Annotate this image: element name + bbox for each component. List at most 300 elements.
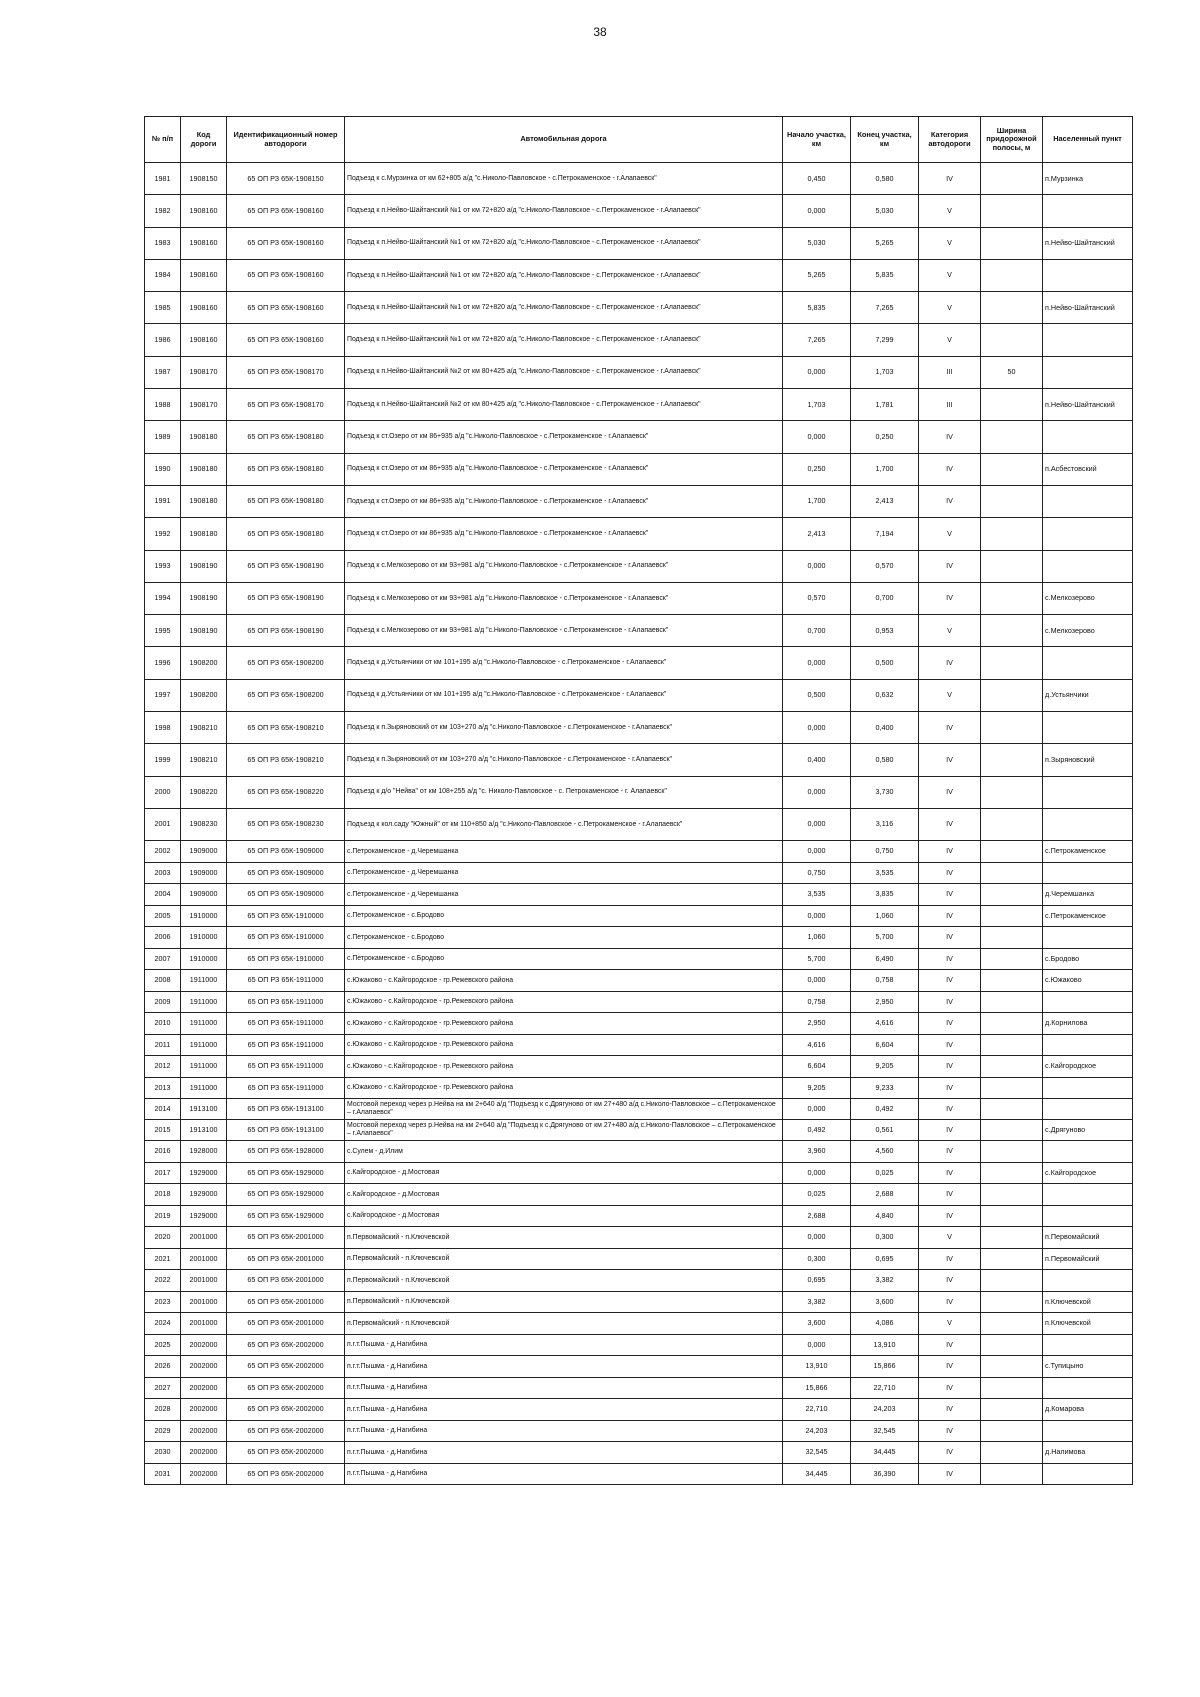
cell-settlement: п.Первомайский <box>1043 1248 1133 1270</box>
cell-road-code: 1908190 <box>181 550 227 582</box>
cell-roadside-width <box>981 679 1043 711</box>
cell-road-id: 65 ОП РЗ 65К-1908160 <box>227 227 345 259</box>
cell-start-km: 24,203 <box>783 1420 851 1442</box>
cell-road-code: 1908160 <box>181 195 227 227</box>
cell-start-km: 9,205 <box>783 1077 851 1099</box>
cell-road-name: Подъезд к ст.Озеро от км 86+935 а/д "с.Николо-Павловское - с.Петрокаменское - г.Алапаевск" <box>345 421 783 453</box>
cell-road-id: 65 ОП РЗ 65К-1929000 <box>227 1162 345 1184</box>
cell-end-km: 32,545 <box>851 1420 919 1442</box>
cell-row-number: 2031 <box>145 1463 181 1485</box>
cell-settlement: с.Мелкозерово <box>1043 615 1133 647</box>
cell-road-code: 1909000 <box>181 841 227 863</box>
cell-road-id: 65 ОП РЗ 65К-1908200 <box>227 647 345 679</box>
page-number: 38 <box>593 25 607 39</box>
cell-roadside-width <box>981 712 1043 744</box>
cell-road-id: 65 ОП РЗ 65К-1909000 <box>227 862 345 884</box>
cell-road-name: Подъезд к п.Нейво-Шайтанский №2 от км 80+425 а/д "с.Николо-Павловское - с.Петрокаменское - г.Алапаевск" <box>345 356 783 388</box>
cell-start-km: 0,300 <box>783 1248 851 1270</box>
cell-row-number: 1993 <box>145 550 181 582</box>
cell-road-code: 1908190 <box>181 615 227 647</box>
cell-settlement <box>1043 808 1133 840</box>
cell-road-code: 2002000 <box>181 1420 227 1442</box>
cell-road-id: 65 ОП РЗ 65К-1909000 <box>227 841 345 863</box>
cell-end-km: 0,580 <box>851 163 919 195</box>
cell-roadside-width <box>981 324 1043 356</box>
cell-settlement: п.Мурзинка <box>1043 163 1133 195</box>
cell-category: IV <box>919 1184 981 1206</box>
cell-road-id: 65 ОП РЗ 65К-1910000 <box>227 948 345 970</box>
cell-row-number: 2002 <box>145 841 181 863</box>
cell-roadside-width <box>981 1442 1043 1464</box>
cell-start-km: 0,000 <box>783 421 851 453</box>
cell-category: IV <box>919 1205 981 1227</box>
cell-category: IV <box>919 1420 981 1442</box>
cell-road-name: с.Южаково - с.Кайгородское - гр.Режевского района <box>345 1034 783 1056</box>
cell-road-code: 1908160 <box>181 324 227 356</box>
table-row <box>145 744 1133 776</box>
cell-settlement <box>1043 1420 1133 1442</box>
cell-road-id: 65 ОП РЗ 65К-2001000 <box>227 1313 345 1335</box>
cell-roadside-width <box>981 550 1043 582</box>
cell-road-code: 1908200 <box>181 679 227 711</box>
cell-start-km: 2,413 <box>783 518 851 550</box>
cell-road-id: 65 ОП РЗ 65К-2002000 <box>227 1334 345 1356</box>
header-roadside-width: Ширина придорожной полосы, м <box>981 117 1043 163</box>
cell-settlement: д.Устьянчики <box>1043 679 1133 711</box>
table-row <box>145 841 1133 863</box>
cell-settlement <box>1043 195 1133 227</box>
cell-settlement: с.Южаково <box>1043 970 1133 992</box>
cell-road-id: 65 ОП РЗ 65К-2002000 <box>227 1377 345 1399</box>
cell-roadside-width <box>981 970 1043 992</box>
cell-end-km: 7,265 <box>851 292 919 324</box>
cell-settlement: п.Первомайский <box>1043 1227 1133 1249</box>
cell-category: IV <box>919 991 981 1013</box>
cell-road-id: 65 ОП РЗ 65К-2002000 <box>227 1420 345 1442</box>
cell-road-id: 65 ОП РЗ 65К-2002000 <box>227 1356 345 1378</box>
cell-row-number: 1981 <box>145 163 181 195</box>
cell-category: IV <box>919 485 981 517</box>
cell-road-code: 2002000 <box>181 1377 227 1399</box>
cell-settlement: п.Ключевской <box>1043 1291 1133 1313</box>
table-row <box>145 485 1133 517</box>
cell-category: III <box>919 356 981 388</box>
cell-row-number: 2001 <box>145 808 181 840</box>
cell-road-id: 65 ОП РЗ 65К-1908150 <box>227 163 345 195</box>
table-row <box>145 1356 1133 1378</box>
table-row <box>145 679 1133 711</box>
table-row <box>145 1141 1133 1163</box>
cell-road-code: 1908180 <box>181 518 227 550</box>
cell-road-name: Подъезд к п.Зыряновский от км 103+270 а/д "с.Николо-Павловское - с.Петрокаменское - г.Алапаевск" <box>345 712 783 744</box>
cell-road-id: 65 ОП РЗ 65К-1908160 <box>227 259 345 291</box>
cell-end-km: 0,580 <box>851 744 919 776</box>
cell-settlement: с.Кайгородское <box>1043 1162 1133 1184</box>
cell-start-km: 0,492 <box>783 1120 851 1141</box>
cell-road-code: 1911000 <box>181 1077 227 1099</box>
cell-start-km: 5,700 <box>783 948 851 970</box>
cell-road-name: с.Петрокаменское - с.Бродово <box>345 927 783 949</box>
cell-start-km: 0,000 <box>783 1099 851 1120</box>
cell-end-km: 5,265 <box>851 227 919 259</box>
cell-row-number: 2023 <box>145 1291 181 1313</box>
cell-settlement <box>1043 1377 1133 1399</box>
cell-road-id: 65 ОП РЗ 65К-1929000 <box>227 1205 345 1227</box>
cell-row-number: 2024 <box>145 1313 181 1335</box>
cell-roadside-width <box>981 1356 1043 1378</box>
cell-road-id: 65 ОП РЗ 65К-2002000 <box>227 1442 345 1464</box>
cell-category: IV <box>919 550 981 582</box>
cell-category: IV <box>919 647 981 679</box>
cell-road-name: п.г.т.Пышма - д.Нагибина <box>345 1399 783 1421</box>
cell-road-id: 65 ОП РЗ 65К-2001000 <box>227 1270 345 1292</box>
cell-settlement: с.Петрокаменское <box>1043 841 1133 863</box>
cell-end-km: 3,730 <box>851 776 919 808</box>
cell-end-km: 5,700 <box>851 927 919 949</box>
cell-settlement <box>1043 550 1133 582</box>
cell-end-km: 0,025 <box>851 1162 919 1184</box>
cell-roadside-width <box>981 292 1043 324</box>
cell-row-number: 1984 <box>145 259 181 291</box>
table-row <box>145 227 1133 259</box>
table-row <box>145 712 1133 744</box>
cell-row-number: 2009 <box>145 991 181 1013</box>
cell-roadside-width <box>981 1291 1043 1313</box>
cell-roadside-width <box>981 389 1043 421</box>
cell-settlement <box>1043 776 1133 808</box>
table-row <box>145 421 1133 453</box>
cell-start-km: 22,710 <box>783 1399 851 1421</box>
cell-category: IV <box>919 1034 981 1056</box>
table-row <box>145 991 1133 1013</box>
cell-road-code: 1908180 <box>181 421 227 453</box>
cell-road-name: Подъезд к с.Мелкозерово от км 93+981 а/д "с.Николо-Павловское - с.Петрокаменское - г.Алапаевск" <box>345 615 783 647</box>
cell-category: IV <box>919 1377 981 1399</box>
cell-settlement <box>1043 259 1133 291</box>
cell-road-id: 65 ОП РЗ 65К-1908180 <box>227 518 345 550</box>
cell-settlement: с.Тупицыно <box>1043 1356 1133 1378</box>
cell-road-name: с.Южаково - с.Кайгородское - гр.Режевского района <box>345 991 783 1013</box>
cell-road-code: 1908200 <box>181 647 227 679</box>
cell-start-km: 0,400 <box>783 744 851 776</box>
cell-settlement: д.Налимова <box>1043 1442 1133 1464</box>
cell-end-km: 0,250 <box>851 421 919 453</box>
cell-row-number: 1998 <box>145 712 181 744</box>
table-row <box>145 1227 1133 1249</box>
cell-roadside-width <box>981 259 1043 291</box>
table-row <box>145 1291 1133 1313</box>
cell-roadside-width <box>981 1099 1043 1120</box>
cell-category: V <box>919 324 981 356</box>
cell-row-number: 2016 <box>145 1141 181 1163</box>
cell-road-code: 1911000 <box>181 1056 227 1078</box>
cell-roadside-width <box>981 1034 1043 1056</box>
cell-category: IV <box>919 1120 981 1141</box>
cell-end-km: 6,490 <box>851 948 919 970</box>
cell-road-code: 1911000 <box>181 1034 227 1056</box>
cell-roadside-width <box>981 1248 1043 1270</box>
cell-road-name: Подъезд к д/о "Нейва" от км 108+255 а/д "с. Николо-Павловское - с. Петрокаменское - г. Алапаевск" <box>345 776 783 808</box>
cell-end-km: 34,445 <box>851 1442 919 1464</box>
table-row <box>145 453 1133 485</box>
cell-roadside-width <box>981 776 1043 808</box>
cell-settlement: п.Нейво-Шайтанский <box>1043 389 1133 421</box>
cell-roadside-width <box>981 195 1043 227</box>
cell-road-name: Подъезд к с.Мелкозерово от км 93+981 а/д "с.Николо-Павловское - с.Петрокаменское - г.Алапаевск" <box>345 582 783 614</box>
cell-road-name: п.Первомайский - п.Ключевской <box>345 1227 783 1249</box>
cell-roadside-width <box>981 1141 1043 1163</box>
cell-settlement <box>1043 1334 1133 1356</box>
cell-end-km: 9,233 <box>851 1077 919 1099</box>
cell-category: IV <box>919 1248 981 1270</box>
cell-road-name: Подъезд к с.Мелкозерово от км 93+981 а/д "с.Николо-Павловское - с.Петрокаменское - г.Алапаевск" <box>345 550 783 582</box>
cell-end-km: 24,203 <box>851 1399 919 1421</box>
cell-start-km: 0,000 <box>783 970 851 992</box>
cell-road-id: 65 ОП РЗ 65К-1908200 <box>227 679 345 711</box>
cell-road-name: с.Южаково - с.Кайгородское - гр.Режевского района <box>345 970 783 992</box>
cell-settlement <box>1043 1077 1133 1099</box>
cell-road-name: п.г.т.Пышма - д.Нагибина <box>345 1442 783 1464</box>
cell-roadside-width <box>981 841 1043 863</box>
cell-road-name: Подъезд к ст.Озеро от км 86+935 а/д "с.Николо-Павловское - с.Петрокаменское - г.Алапаевск" <box>345 453 783 485</box>
cell-start-km: 3,600 <box>783 1313 851 1335</box>
cell-roadside-width <box>981 163 1043 195</box>
cell-road-name: с.Кайгородское - д.Мостовая <box>345 1184 783 1206</box>
table-row <box>145 1099 1133 1120</box>
cell-category: IV <box>919 1291 981 1313</box>
cell-settlement: с.Мелкозерово <box>1043 582 1133 614</box>
table-row <box>145 1270 1133 1292</box>
cell-road-id: 65 ОП РЗ 65К-1910000 <box>227 927 345 949</box>
cell-category: V <box>919 292 981 324</box>
cell-row-number: 1995 <box>145 615 181 647</box>
cell-road-id: 65 ОП РЗ 65К-1908230 <box>227 808 345 840</box>
cell-road-code: 1908150 <box>181 163 227 195</box>
cell-start-km: 0,450 <box>783 163 851 195</box>
table-row <box>145 324 1133 356</box>
cell-category: IV <box>919 1442 981 1464</box>
roads-table <box>144 116 1133 1485</box>
cell-settlement <box>1043 1034 1133 1056</box>
cell-roadside-width <box>981 1013 1043 1035</box>
cell-start-km: 6,604 <box>783 1056 851 1078</box>
cell-end-km: 2,413 <box>851 485 919 517</box>
cell-settlement <box>1043 927 1133 949</box>
header-settlement: Населенный пункт <box>1043 117 1133 163</box>
cell-start-km: 13,910 <box>783 1356 851 1378</box>
header-road-id: Идентификационный номер автодороги <box>227 117 345 163</box>
cell-category: V <box>919 679 981 711</box>
cell-road-id: 65 ОП РЗ 65К-1911000 <box>227 1077 345 1099</box>
cell-start-km: 0,695 <box>783 1270 851 1292</box>
cell-road-code: 1909000 <box>181 862 227 884</box>
header-row-number: № п/п <box>145 117 181 163</box>
cell-end-km: 0,570 <box>851 550 919 582</box>
table-row <box>145 518 1133 550</box>
cell-row-number: 2003 <box>145 862 181 884</box>
cell-end-km: 4,086 <box>851 1313 919 1335</box>
table-row <box>145 1184 1133 1206</box>
cell-road-id: 65 ОП РЗ 65К-1911000 <box>227 1056 345 1078</box>
cell-row-number: 1987 <box>145 356 181 388</box>
cell-row-number: 1999 <box>145 744 181 776</box>
cell-road-code: 1910000 <box>181 905 227 927</box>
cell-road-id: 65 ОП РЗ 65К-2001000 <box>227 1248 345 1270</box>
cell-start-km: 1,703 <box>783 389 851 421</box>
cell-settlement: с.Дрягуново <box>1043 1120 1133 1141</box>
cell-row-number: 2025 <box>145 1334 181 1356</box>
cell-end-km: 0,632 <box>851 679 919 711</box>
cell-start-km: 3,960 <box>783 1141 851 1163</box>
cell-start-km: 3,382 <box>783 1291 851 1313</box>
cell-end-km: 5,835 <box>851 259 919 291</box>
cell-road-name: с.Южаково - с.Кайгородское - гр.Режевского района <box>345 1013 783 1035</box>
cell-start-km: 0,000 <box>783 905 851 927</box>
cell-settlement <box>1043 1099 1133 1120</box>
cell-start-km: 0,750 <box>783 862 851 884</box>
cell-category: IV <box>919 776 981 808</box>
cell-road-code: 1908180 <box>181 453 227 485</box>
table-row <box>145 1077 1133 1099</box>
cell-settlement: д.Корнилова <box>1043 1013 1133 1035</box>
cell-row-number: 1983 <box>145 227 181 259</box>
cell-start-km: 0,000 <box>783 1227 851 1249</box>
cell-road-code: 2002000 <box>181 1334 227 1356</box>
cell-road-name: с.Южаково - с.Кайгородское - гр.Режевского района <box>345 1056 783 1078</box>
cell-settlement <box>1043 1463 1133 1485</box>
cell-roadside-width <box>981 927 1043 949</box>
cell-start-km: 0,000 <box>783 1162 851 1184</box>
cell-category: IV <box>919 582 981 614</box>
cell-end-km: 1,700 <box>851 453 919 485</box>
cell-end-km: 1,703 <box>851 356 919 388</box>
cell-row-number: 1986 <box>145 324 181 356</box>
cell-category: IV <box>919 1356 981 1378</box>
cell-road-name: с.Сулем - д.Илим <box>345 1141 783 1163</box>
cell-start-km: 1,700 <box>783 485 851 517</box>
table-row <box>145 862 1133 884</box>
header-start-km: Начало участка, км <box>783 117 851 163</box>
cell-road-code: 1913100 <box>181 1099 227 1120</box>
cell-start-km: 5,030 <box>783 227 851 259</box>
cell-road-code: 1908180 <box>181 485 227 517</box>
cell-category: IV <box>919 1270 981 1292</box>
cell-roadside-width <box>981 227 1043 259</box>
cell-row-number: 2007 <box>145 948 181 970</box>
cell-road-id: 65 ОП РЗ 65К-1908190 <box>227 615 345 647</box>
cell-start-km: 1,060 <box>783 927 851 949</box>
cell-roadside-width <box>981 582 1043 614</box>
cell-road-id: 65 ОП РЗ 65К-1911000 <box>227 970 345 992</box>
cell-road-name: Подъезд к п.Нейво-Шайтанский №1 от км 72+820 а/д "с.Николо-Павловское - с.Петрокаменское - г.Алапаевск" <box>345 292 783 324</box>
table-row <box>145 884 1133 906</box>
cell-road-id: 65 ОП РЗ 65К-1908170 <box>227 389 345 421</box>
cell-row-number: 1990 <box>145 453 181 485</box>
cell-roadside-width <box>981 1184 1043 1206</box>
cell-row-number: 2013 <box>145 1077 181 1099</box>
cell-end-km: 2,688 <box>851 1184 919 1206</box>
table-row <box>145 1463 1133 1485</box>
cell-row-number: 1997 <box>145 679 181 711</box>
cell-end-km: 3,600 <box>851 1291 919 1313</box>
cell-road-code: 2002000 <box>181 1463 227 1485</box>
table-row <box>145 1013 1133 1035</box>
cell-roadside-width <box>981 1205 1043 1227</box>
cell-category: IV <box>919 421 981 453</box>
cell-road-name: Подъезд к с.Мурзинка от км 62+805 а/д "с.Николо-Павловское - с.Петрокаменское - г.Алапаевск" <box>345 163 783 195</box>
cell-road-code: 2001000 <box>181 1270 227 1292</box>
cell-road-id: 65 ОП РЗ 65К-2002000 <box>227 1399 345 1421</box>
cell-road-code: 2002000 <box>181 1442 227 1464</box>
cell-road-code: 1908220 <box>181 776 227 808</box>
table-row <box>145 1399 1133 1421</box>
cell-road-code: 1908170 <box>181 389 227 421</box>
cell-road-code: 1908210 <box>181 744 227 776</box>
cell-row-number: 1994 <box>145 582 181 614</box>
cell-road-id: 65 ОП РЗ 65К-1908210 <box>227 744 345 776</box>
cell-road-code: 1908190 <box>181 582 227 614</box>
table-row <box>145 1205 1133 1227</box>
cell-end-km: 1,781 <box>851 389 919 421</box>
cell-start-km: 0,000 <box>783 841 851 863</box>
cell-road-name: Подъезд к д.Устьянчики от км 101+195 а/д "с.Николо-Павловское - с.Петрокаменское - г.Алапаевск" <box>345 679 783 711</box>
cell-settlement <box>1043 485 1133 517</box>
cell-row-number: 2012 <box>145 1056 181 1078</box>
cell-row-number: 2004 <box>145 884 181 906</box>
table-row <box>145 647 1133 679</box>
cell-end-km: 13,910 <box>851 1334 919 1356</box>
cell-roadside-width <box>981 1399 1043 1421</box>
cell-category: IV <box>919 884 981 906</box>
cell-category: V <box>919 259 981 291</box>
cell-start-km: 0,000 <box>783 647 851 679</box>
cell-roadside-width <box>981 647 1043 679</box>
cell-roadside-width <box>981 1077 1043 1099</box>
cell-settlement: с.Кайгородское <box>1043 1056 1133 1078</box>
table-row <box>145 948 1133 970</box>
cell-row-number: 2006 <box>145 927 181 949</box>
cell-end-km: 0,750 <box>851 841 919 863</box>
cell-end-km: 4,560 <box>851 1141 919 1163</box>
cell-start-km: 0,000 <box>783 1334 851 1356</box>
cell-road-name: п.г.т.Пышма - д.Нагибина <box>345 1377 783 1399</box>
cell-row-number: 1985 <box>145 292 181 324</box>
cell-road-code: 1908160 <box>181 227 227 259</box>
cell-start-km: 15,866 <box>783 1377 851 1399</box>
cell-roadside-width <box>981 1227 1043 1249</box>
cell-row-number: 2015 <box>145 1120 181 1141</box>
cell-road-name: п.Первомайский - п.Ключевской <box>345 1291 783 1313</box>
cell-start-km: 0,000 <box>783 195 851 227</box>
cell-start-km: 0,250 <box>783 453 851 485</box>
cell-roadside-width <box>981 1377 1043 1399</box>
cell-road-code: 1909000 <box>181 884 227 906</box>
cell-roadside-width <box>981 1120 1043 1141</box>
cell-start-km: 0,700 <box>783 615 851 647</box>
cell-row-number: 2021 <box>145 1248 181 1270</box>
cell-row-number: 1996 <box>145 647 181 679</box>
cell-settlement: п.Ключевской <box>1043 1313 1133 1335</box>
cell-category: IV <box>919 905 981 927</box>
table-row <box>145 1034 1133 1056</box>
table-row <box>145 1334 1133 1356</box>
cell-road-id: 65 ОП РЗ 65К-1911000 <box>227 1034 345 1056</box>
cell-end-km: 15,866 <box>851 1356 919 1378</box>
cell-road-code: 2001000 <box>181 1313 227 1335</box>
cell-end-km: 0,500 <box>851 647 919 679</box>
cell-road-name: Подъезд к д.Устьянчики от км 101+195 а/д "с.Николо-Павловское - с.Петрокаменское - г.Алапаевск" <box>345 647 783 679</box>
table-row <box>145 1313 1133 1335</box>
